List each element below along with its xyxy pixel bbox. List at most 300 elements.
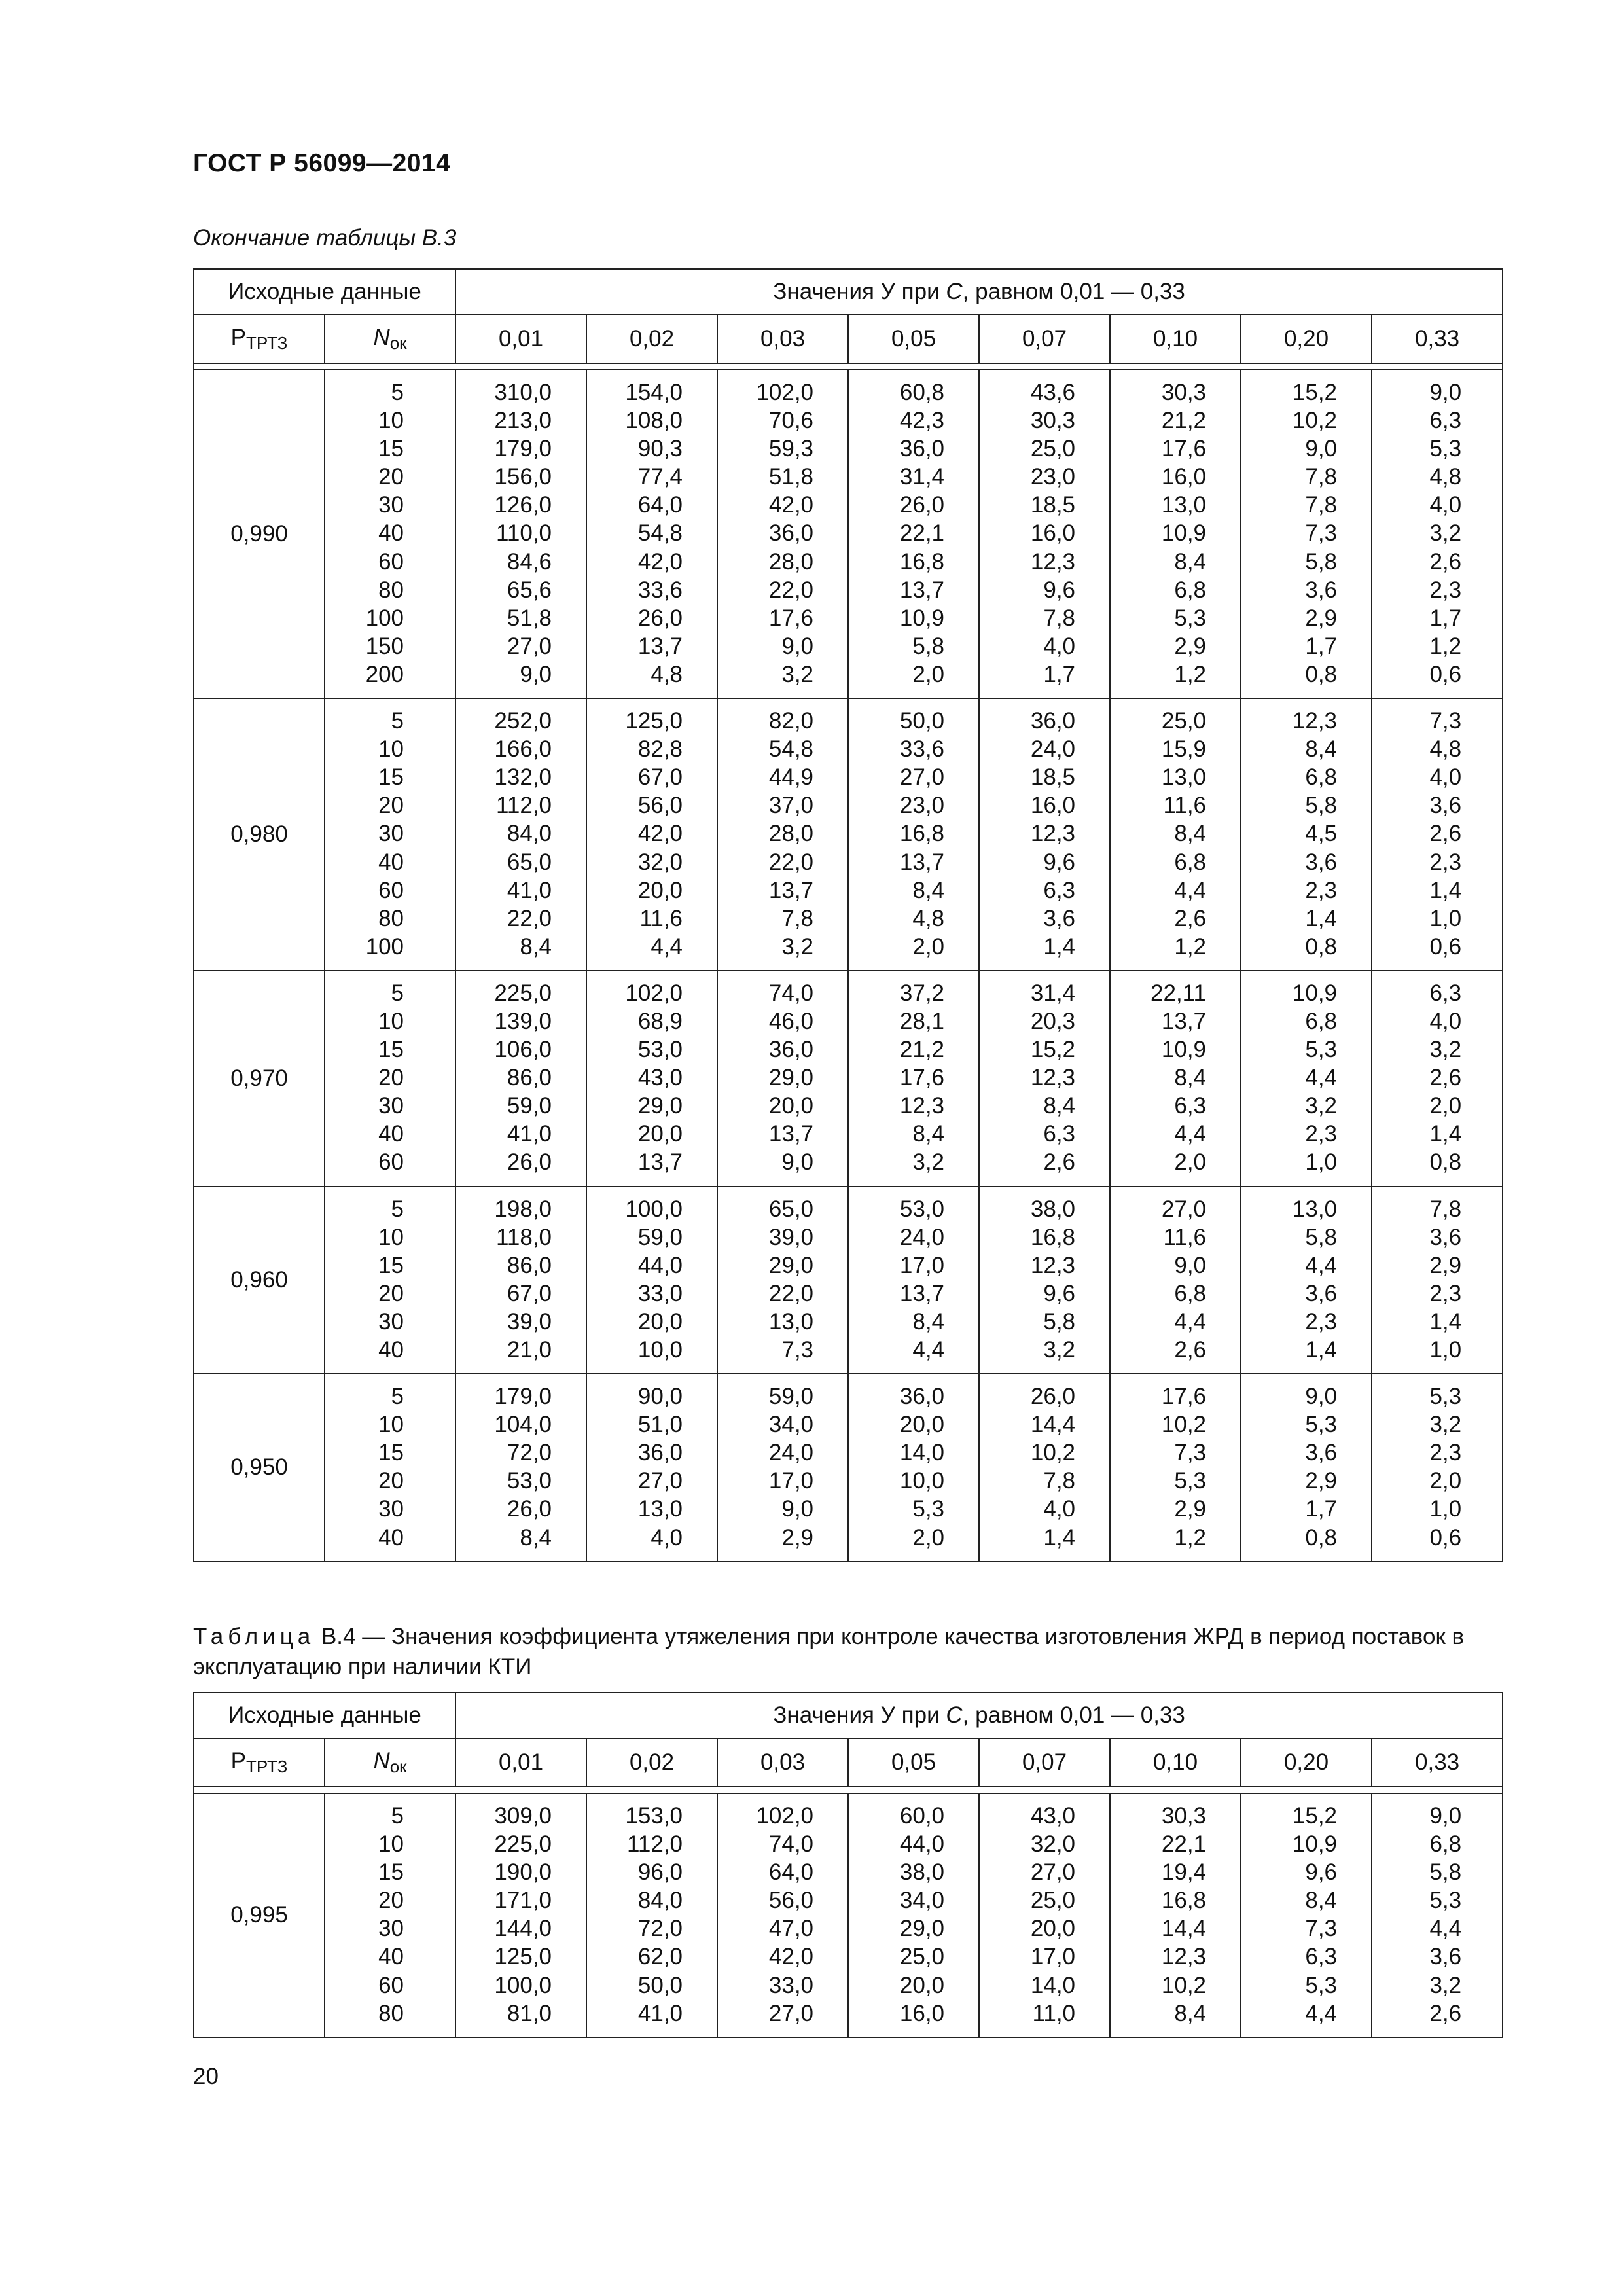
y-values-cell <box>717 370 848 698</box>
y-value: 18,5 <box>1030 492 1076 518</box>
y-value: 13,7 <box>637 633 683 659</box>
y-values-cell <box>979 1187 1110 1374</box>
y-value: 2,0 <box>1174 1149 1207 1175</box>
y-value: 10,9 <box>1292 1831 1338 1857</box>
y-value: 8,4 <box>1043 1093 1076 1119</box>
table-row <box>194 1187 1503 1374</box>
y-value: 29,0 <box>637 1093 683 1119</box>
n-value: 10 <box>378 736 404 762</box>
y-value: 10,0 <box>899 1468 945 1494</box>
y-value: 0,8 <box>1429 1149 1462 1175</box>
n-values-cell <box>325 698 455 971</box>
y-value: 8,4 <box>912 877 945 903</box>
y-value: 225,0 <box>494 980 552 1006</box>
c-column-header: 0,33 <box>1372 315 1503 363</box>
y-value: 44,0 <box>637 1252 683 1278</box>
y-values-cell <box>1241 1793 1372 2037</box>
y-value: 5,3 <box>1305 1972 1338 1998</box>
y-value: 5,3 <box>1174 605 1207 631</box>
y-value: 2,0 <box>912 661 945 687</box>
y-value: 47,0 <box>768 1916 814 1942</box>
y-value: 56,0 <box>768 1888 814 1914</box>
n-value: 5 <box>391 1384 404 1410</box>
y-values-cell <box>848 1374 979 1562</box>
y-value: 6,8 <box>1174 1280 1207 1306</box>
y-value: 15,2 <box>1030 1037 1076 1063</box>
table-b3 <box>193 268 1503 1562</box>
y-value: 118,0 <box>496 1224 552 1250</box>
y-value: 13,7 <box>768 877 814 903</box>
y-value: 13,0 <box>1292 1196 1338 1222</box>
y-values-cell <box>848 1793 979 2037</box>
p-value: 0,995 <box>194 1793 325 2037</box>
y-value: 2,3 <box>1429 1440 1462 1466</box>
y-values-cell <box>717 698 848 971</box>
n-value: 60 <box>378 1149 404 1175</box>
y-value: 126,0 <box>494 492 552 518</box>
y-value: 81,0 <box>507 2000 552 2026</box>
y-value: 6,3 <box>1174 1093 1207 1119</box>
n-value: 20 <box>378 793 404 819</box>
y-value: 33,6 <box>637 577 683 603</box>
y-value: 13,7 <box>899 577 945 603</box>
n-value: 15 <box>378 764 404 791</box>
n-value: 80 <box>378 905 404 931</box>
n-value: 10 <box>378 408 404 434</box>
y-values-cell <box>717 1793 848 2037</box>
y-value: 5,8 <box>1043 1308 1076 1335</box>
y-value: 22,0 <box>768 849 814 875</box>
y-values-cell <box>455 971 586 1187</box>
y-value: 4,4 <box>912 1337 945 1363</box>
y-value: 39,0 <box>507 1308 552 1335</box>
y-value: 13,7 <box>1161 1008 1207 1034</box>
y-value: 16,8 <box>899 548 945 575</box>
y-value: 53,0 <box>637 1037 683 1063</box>
table-b4-caption: Таблица В.4 — Значения коэффициента утяжеления при контроле качества изготовления ЖРД в период поставок в эксплуатацию при наличии КТИ <box>193 1624 1465 1679</box>
y-value: 12,3 <box>1030 1252 1076 1278</box>
y-values-cell <box>848 370 979 698</box>
y-value: 33,0 <box>768 1972 814 1998</box>
y-value: 106,0 <box>494 1037 552 1063</box>
y-value: 132,0 <box>494 764 552 791</box>
y-value: 12,3 <box>1030 1065 1076 1091</box>
y-value: 4,8 <box>1429 464 1462 490</box>
y-value: 2,6 <box>1174 1337 1207 1363</box>
y-value: 20,0 <box>1030 1916 1076 1942</box>
y-value: 125,0 <box>494 1944 552 1970</box>
y-value: 1,4 <box>1305 1337 1338 1363</box>
y-value: 26,0 <box>507 1149 552 1175</box>
p-value: 0,970 <box>194 971 325 1187</box>
n-value: 40 <box>378 849 404 875</box>
y-value: 13,7 <box>899 849 945 875</box>
y-values-cell <box>979 1374 1110 1562</box>
y-value: 82,8 <box>637 736 683 762</box>
y-value: 6,8 <box>1174 849 1207 875</box>
y-value: 2,9 <box>1305 605 1338 631</box>
y-value: 13,0 <box>1161 492 1207 518</box>
y-value: 2,3 <box>1305 877 1338 903</box>
y-value: 166,0 <box>494 736 552 762</box>
y-value: 16,0 <box>1161 464 1207 490</box>
n-value: 10 <box>378 1412 404 1438</box>
y-value: 59,0 <box>768 1384 814 1410</box>
n-value: 60 <box>378 548 404 575</box>
y-value: 100,0 <box>625 1196 683 1222</box>
y-value: 3,6 <box>1429 1224 1462 1250</box>
y-value: 179,0 <box>494 1384 552 1410</box>
n-column-header: $N_{ок}$ <box>325 1738 455 1787</box>
y-value: 51,0 <box>637 1412 683 1438</box>
y-value: 7,3 <box>1174 1440 1207 1466</box>
y-value: 28,0 <box>768 821 814 847</box>
y-value: 41,0 <box>637 2000 683 2026</box>
y-value: 36,0 <box>768 520 814 547</box>
y-values-cell <box>1110 698 1241 971</box>
y-value: 13,0 <box>637 1496 683 1522</box>
n-value: 15 <box>378 1440 404 1466</box>
y-value: 9,6 <box>1043 577 1076 603</box>
y-value: 171,0 <box>494 1888 552 1914</box>
y-value: 5,8 <box>912 633 945 659</box>
values-header: Значения У при С, равном 0,01 — 0,33 <box>455 269 1503 315</box>
y-values-cell <box>1372 370 1503 698</box>
y-value: 1,7 <box>1305 1496 1338 1522</box>
y-value: 6,8 <box>1305 1008 1338 1034</box>
y-value: 8,4 <box>1174 548 1207 575</box>
y-value: 5,3 <box>912 1496 945 1522</box>
c-column-header: 0,05 <box>848 1738 979 1787</box>
y-values-cell <box>455 1187 586 1374</box>
y-value: 2,3 <box>1305 1308 1338 1335</box>
y-values-cell <box>1241 370 1372 698</box>
y-value: 2,9 <box>1305 1468 1338 1494</box>
y-value: 50,0 <box>637 1972 683 1998</box>
y-value: 2,3 <box>1429 849 1462 875</box>
y-value: 16,8 <box>1161 1888 1207 1914</box>
y-value: 2,0 <box>912 933 945 960</box>
y-value: 12,3 <box>1292 708 1338 734</box>
y-value: 86,0 <box>507 1065 552 1091</box>
y-value: 12,3 <box>1030 548 1076 575</box>
n-value: 60 <box>378 1972 404 1998</box>
y-value: 9,0 <box>1429 1803 1462 1829</box>
y-value: 1,4 <box>1305 905 1338 931</box>
n-value: 15 <box>378 436 404 462</box>
y-value: 64,0 <box>637 492 683 518</box>
y-value: 42,0 <box>637 548 683 575</box>
n-value: 60 <box>378 877 404 903</box>
y-values-cell <box>1110 1187 1241 1374</box>
y-value: 1,4 <box>1429 1121 1462 1147</box>
y-value: 154,0 <box>625 380 683 405</box>
y-value: 4,0 <box>1429 1008 1462 1034</box>
y-value: 31,4 <box>1030 980 1076 1006</box>
y-value: 0,8 <box>1305 1524 1338 1551</box>
y-value: 2,9 <box>1429 1252 1462 1278</box>
y-values-cell <box>848 1187 979 1374</box>
y-value: 1,2 <box>1174 1524 1207 1551</box>
y-value: 5,3 <box>1305 1412 1338 1438</box>
y-value: 5,8 <box>1305 1224 1338 1250</box>
y-values-cell <box>586 1374 717 1562</box>
y-value: 10,2 <box>1161 1412 1207 1438</box>
y-value: 156,0 <box>494 464 552 490</box>
y-value: 15,2 <box>1292 1803 1338 1829</box>
y-value: 0,6 <box>1429 1524 1462 1551</box>
n-value: 20 <box>378 464 404 490</box>
y-values-cell <box>1372 1374 1503 1562</box>
y-value: 25,0 <box>899 1944 945 1970</box>
n-value: 30 <box>378 821 404 847</box>
y-value: 6,3 <box>1043 877 1076 903</box>
header-separator <box>194 363 1503 370</box>
y-value: 102,0 <box>625 980 683 1006</box>
source-data-header: Исходные данные <box>194 269 455 315</box>
y-value: 7,8 <box>1043 1468 1076 1494</box>
y-value: 42,0 <box>768 492 814 518</box>
y-value: 9,0 <box>781 1496 814 1522</box>
y-value: 5,8 <box>1305 548 1338 575</box>
y-value: 14,0 <box>1030 1972 1076 1998</box>
y-values-cell <box>848 698 979 971</box>
y-value: 3,6 <box>1043 905 1076 931</box>
y-value: 2,6 <box>1429 548 1462 575</box>
y-value: 46,0 <box>768 1008 814 1034</box>
y-value: 54,8 <box>768 736 814 762</box>
table-row <box>194 1793 1503 2037</box>
y-value: 26,0 <box>1030 1384 1076 1410</box>
y-value: 153,0 <box>625 1803 683 1829</box>
y-value: 4,0 <box>1429 764 1462 791</box>
y-value: 27,0 <box>768 2000 814 2026</box>
y-value: 17,0 <box>768 1468 814 1494</box>
y-value: 8,4 <box>1174 2000 1207 2026</box>
y-value: 25,0 <box>1161 708 1207 734</box>
n-value: 80 <box>378 577 404 603</box>
y-value: 62,0 <box>637 1944 683 1970</box>
y-value: 84,0 <box>507 821 552 847</box>
y-values-cell <box>979 1793 1110 2037</box>
n-value: 20 <box>378 1280 404 1306</box>
y-value: 5,3 <box>1429 1888 1462 1914</box>
y-value: 9,0 <box>1429 380 1462 405</box>
y-value: 3,6 <box>1429 1944 1462 1970</box>
p-column-header: $P_{ТРТЗ}$ <box>194 315 325 363</box>
y-value: 16,0 <box>1030 520 1076 547</box>
y-value: 21,2 <box>1161 408 1207 434</box>
y-value: 6,3 <box>1429 980 1462 1006</box>
n-value: 30 <box>378 1916 404 1942</box>
y-value: 6,3 <box>1429 408 1462 434</box>
y-value: 7,8 <box>1043 605 1076 631</box>
y-value: 4,0 <box>1043 633 1076 659</box>
y-value: 17,6 <box>899 1065 945 1091</box>
y-value: 22,0 <box>507 905 552 931</box>
y-value: 7,3 <box>1305 1916 1338 1942</box>
y-value: 28,0 <box>768 548 814 575</box>
y-value: 20,0 <box>768 1093 814 1119</box>
y-values-cell <box>1110 1374 1241 1562</box>
y-value: 1,0 <box>1429 905 1462 931</box>
y-values-cell <box>848 971 979 1187</box>
y-value: 44,0 <box>899 1831 945 1857</box>
y-value: 16,0 <box>1030 793 1076 819</box>
y-value: 3,6 <box>1305 577 1338 603</box>
y-value: 6,8 <box>1305 764 1338 791</box>
y-value: 9,0 <box>781 1149 814 1175</box>
y-value: 70,6 <box>768 408 814 434</box>
p-value: 0,960 <box>194 1187 325 1374</box>
y-value: 3,2 <box>1429 1972 1462 1998</box>
y-value: 9,6 <box>1043 1280 1076 1306</box>
y-value: 25,0 <box>1030 1888 1076 1914</box>
y-value: 7,3 <box>1429 708 1462 734</box>
y-value: 7,8 <box>1305 492 1338 518</box>
y-value: 125,0 <box>625 708 683 734</box>
y-value: 2,3 <box>1429 577 1462 603</box>
y-value: 13,7 <box>637 1149 683 1175</box>
y-value: 4,4 <box>1305 1252 1338 1278</box>
y-value: 23,0 <box>899 793 945 819</box>
y-value: 29,0 <box>768 1065 814 1091</box>
p-value: 0,980 <box>194 698 325 971</box>
y-value: 42,0 <box>637 821 683 847</box>
y-value: 84,0 <box>637 1888 683 1914</box>
n-value: 40 <box>378 520 404 547</box>
y-value: 37,2 <box>899 980 945 1006</box>
y-value: 53,0 <box>507 1468 552 1494</box>
n-value: 10 <box>378 1008 404 1034</box>
y-value: 20,0 <box>899 1412 945 1438</box>
y-values-cell <box>979 971 1110 1187</box>
n-value: 100 <box>365 933 404 960</box>
source-data-header: Исходные данные <box>194 1693 455 1738</box>
y-value: 17,6 <box>768 605 814 631</box>
y-value: 8,4 <box>1174 821 1207 847</box>
y-value: 9,0 <box>1174 1252 1207 1278</box>
y-value: 22,0 <box>768 1280 814 1306</box>
n-value: 20 <box>378 1468 404 1494</box>
y-value: 27,0 <box>1030 1859 1076 1886</box>
y-value: 39,0 <box>768 1224 814 1250</box>
y-value: 31,4 <box>899 464 945 490</box>
y-value: 67,0 <box>507 1280 552 1306</box>
y-value: 16,8 <box>1030 1224 1076 1250</box>
y-value: 179,0 <box>494 436 552 462</box>
y-value: 7,3 <box>1305 520 1338 547</box>
table-b3-caption: Окончание таблицы В.3 <box>193 225 457 251</box>
n-values-cell <box>325 1374 455 1562</box>
y-value: 4,4 <box>651 933 683 960</box>
y-values-cell <box>717 1374 848 1562</box>
y-value: 1,0 <box>1429 1337 1462 1363</box>
y-value: 41,0 <box>507 877 552 903</box>
y-value: 86,0 <box>507 1252 552 1278</box>
y-value: 65,0 <box>768 1196 814 1222</box>
y-value: 1,2 <box>1429 633 1462 659</box>
p-column-header: $P_{ТРТЗ}$ <box>194 1738 325 1787</box>
y-values-cell <box>1241 698 1372 971</box>
y-value: 28,1 <box>899 1008 945 1034</box>
y-value: 2,9 <box>1174 1496 1207 1522</box>
y-value: 2,9 <box>1174 633 1207 659</box>
y-value: 23,0 <box>1030 464 1076 490</box>
y-value: 65,6 <box>507 577 552 603</box>
y-value: 22,0 <box>768 577 814 603</box>
y-value: 60,8 <box>899 380 945 405</box>
y-value: 2,6 <box>1429 1065 1462 1091</box>
n-values-cell <box>325 1793 455 2037</box>
y-values-cell <box>586 698 717 971</box>
y-value: 1,0 <box>1429 1496 1462 1522</box>
n-value: 20 <box>378 1888 404 1914</box>
y-value: 25,0 <box>1030 436 1076 462</box>
c-column-header: 0,07 <box>979 1738 1110 1787</box>
y-value: 2,0 <box>912 1524 945 1551</box>
y-value: 51,8 <box>768 464 814 490</box>
y-value: 36,0 <box>768 1037 814 1063</box>
y-value: 112,0 <box>627 1831 683 1857</box>
y-value: 2,6 <box>1043 1149 1076 1175</box>
y-value: 34,0 <box>768 1412 814 1438</box>
y-values-cell <box>979 698 1110 971</box>
y-value: 100,0 <box>494 1972 552 1998</box>
y-value: 11,6 <box>1163 793 1207 819</box>
y-value: 41,0 <box>507 1121 552 1147</box>
y-value: 27,0 <box>899 764 945 791</box>
y-value: 59,0 <box>637 1224 683 1250</box>
y-value: 65,0 <box>507 849 552 875</box>
y-value: 190,0 <box>494 1859 552 1886</box>
table-row <box>194 1374 1503 1562</box>
y-value: 10,9 <box>899 605 945 631</box>
y-value: 16,8 <box>899 821 945 847</box>
y-value: 12,3 <box>899 1093 945 1119</box>
y-value: 1,2 <box>1174 661 1207 687</box>
y-value: 17,6 <box>1161 436 1207 462</box>
n-value: 40 <box>378 1944 404 1970</box>
y-value: 4,0 <box>1429 492 1462 518</box>
y-value: 22,1 <box>1161 1831 1207 1857</box>
y-values-cell <box>979 370 1110 698</box>
y-value: 20,0 <box>637 1308 683 1335</box>
y-value: 3,6 <box>1429 793 1462 819</box>
y-value: 9,6 <box>1305 1859 1338 1886</box>
y-value: 8,4 <box>520 1524 552 1551</box>
n-value: 30 <box>378 1093 404 1119</box>
n-value: 40 <box>378 1524 404 1551</box>
n-value: 30 <box>378 1308 404 1335</box>
y-value: 50,0 <box>899 708 945 734</box>
y-value: 7,8 <box>1305 464 1338 490</box>
p-value: 0,950 <box>194 1374 325 1562</box>
y-value: 2,3 <box>1429 1280 1462 1306</box>
y-value: 3,2 <box>1429 1037 1462 1063</box>
c-column-header: 0,33 <box>1372 1738 1503 1787</box>
y-value: 6,8 <box>1429 1831 1462 1857</box>
y-value: 14,0 <box>899 1440 945 1466</box>
y-values-cell <box>1110 1793 1241 2037</box>
y-values-cell <box>1372 971 1503 1187</box>
n-value: 5 <box>391 980 404 1006</box>
y-value: 3,2 <box>1429 520 1462 547</box>
n-value: 80 <box>378 2000 404 2026</box>
table-b4-body <box>194 1793 1503 2037</box>
y-value: 72,0 <box>637 1916 683 1942</box>
c-column-header: 0,05 <box>848 315 979 363</box>
